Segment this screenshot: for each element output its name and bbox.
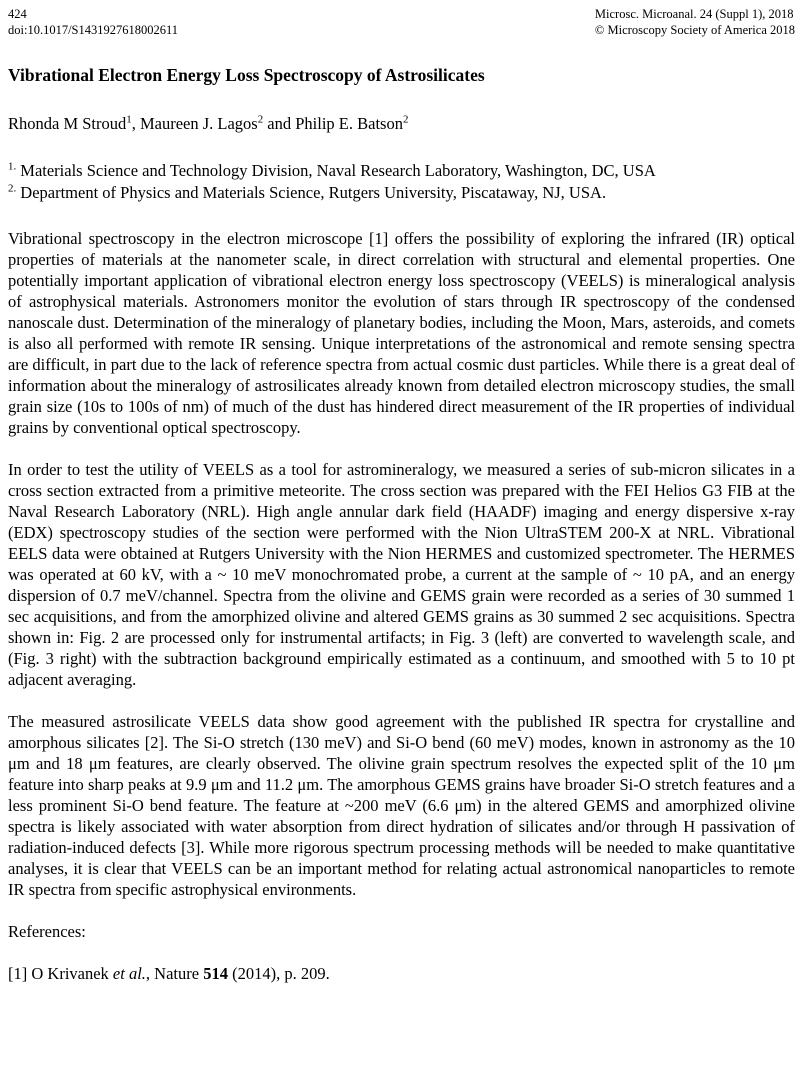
reference-1-mid: , Nature: [145, 964, 204, 983]
affiliation-2: [8, 182, 795, 204]
journal-citation: Microsc. Microanal. 24 (Suppl 1), 2018: [594, 7, 794, 21]
affiliations: [8, 160, 795, 204]
doi: doi:10.1017/S1431927618002611: [8, 23, 179, 37]
reference-1-pre: [1] O Krivanek: [8, 964, 113, 983]
references-heading: References:: [8, 922, 86, 941]
author-2-affiliation-mark: 2: [257, 113, 264, 126]
author-1: Rhonda M Stroud: [8, 114, 127, 133]
author-3-affiliation-mark: 2: [402, 113, 409, 126]
reference-1-volume: 514: [203, 964, 228, 983]
header-left: [8, 6, 178, 38]
reference-1-post: (2014), p. 209.: [227, 964, 330, 983]
author-3: and Philip E. Batson: [263, 114, 403, 133]
copyright-notice: © Microscopy Society of America 2018: [594, 23, 795, 37]
affiliation-2-number: 2.: [8, 182, 17, 195]
author-1-affiliation-mark: 1: [126, 113, 132, 126]
body-paragraph-1: Vibrational spectroscopy in the electron microscope [1] offers the possibility of exploring the infrared (IR) optical properties of materials at the nanometer scale, in direct correlation with structural and elemental properties. One potentially important application of vibrational electron energy loss spectroscopy (VEELS) is mineralogical analysis of astrophysical materials. Astronomers monitor the evolution of stars through IR spectroscopy of the condensed nanoscale dust. Determination of the mineralogy of planetary bodies, including the Moon, Mars, asteroids, and comets is also all performed with remote IR sensing. Unique interpretations of the astronomical and remote sensing spectra are difficult, in part due to the lack of reference spectra from actual cosmic dust particles. While there is a great deal of information about the mineralogy of astrosilicates already known from detailed electron microscopy studies, the small grain size (10s to 100s of nm) of much of the dust has hindered direct measurement of the IR properties of individual grains by conventional optical spectroscopy.: [8, 229, 795, 437]
reference-1: [8, 963, 795, 984]
reference-1-etal: et al.: [112, 964, 146, 983]
authors-line: [8, 113, 795, 134]
page-number: 424: [8, 7, 27, 21]
article-title: Vibrational Electron Energy Loss Spectroscopy of Astrosilicates: [8, 65, 485, 85]
journal-header: [8, 6, 795, 38]
affiliation-1: [8, 160, 795, 182]
affiliation-1-number: 1.: [8, 160, 17, 173]
header-right: [595, 6, 795, 38]
affiliation-1-text: Materials Science and Technology Division, Naval Research Laboratory, Washington, DC, USA: [16, 161, 656, 180]
body-paragraph-2: In order to test the utility of VEELS as a tool for astromineralogy, we measured a series of sub-micron silicates in a cross section extracted from a primitive meteorite. The cross section was prepared with the FEI Helios G3 FIB at the Naval Research Laboratory (NRL). High angle annular dark field (HAADF) imaging and energy dispersive x-ray (EDX) spectroscopy studies of the section were performed with the Nion UltraSTEM 200-X at NRL. Vibrational EELS data were obtained at Rutgers University with the Nion HERMES and customized spectrometer. The HERMES was operated at 60 kV, with a ~ 10 meV monochromated probe, a current at the sample of ~ 10 pA, and an energy dispersion of 0.7 meV/channel. Spectra from the olivine and GEMS grain were recorded as a series of 30 summed 1 sec acquisitions, and from the amorphized olivine and altered GEMS grains as 30 summed 2 sec acquisitions. Spectra shown in: Fig. 2 are processed only for instrumental artifacts; in Fig. 3 (left) are converted to wavelength scale, and (Fig. 3 right) with the subtraction background empirically estimated as a continuum, and smoothed with 5 to 10 pt adjacent averaging.: [8, 460, 795, 689]
body-paragraph-3: The measured astrosilicate VEELS data show good agreement with the published IR spectra for crystalline and amorphous silicates [2]. The Si-O stretch (130 meV) and Si-O bend (60 meV) modes, known in astronomy as the 10 μm and 18 μm features, are clearly observed. The olivine grain spectrum resolves the expected split of the 10 μm feature into sharp peaks at 9.9 μm and 11.2 μm. The amorphous GEMS grains have broader Si-O stretch features and a less prominent Si-O bend feature. The feature at ~200 meV (6.6 μm) in the altered GEMS and amorphized olivine spectra is likely associated with water absorption from direct hydration of silicates and/or through H passivation of radiation-induced defects [3]. While more rigorous spectrum processing methods will be needed to make quantitative analyses, it is clear that VEELS can be an important method for relating actual astronomical nanoparticles to remote IR spectra from specific astrophysical environments.: [8, 712, 795, 899]
affiliation-2-text: Department of Physics and Materials Science, Rutgers University, Piscataway, NJ, USA.: [16, 183, 607, 202]
author-2: , Maureen J. Lagos: [131, 114, 258, 133]
